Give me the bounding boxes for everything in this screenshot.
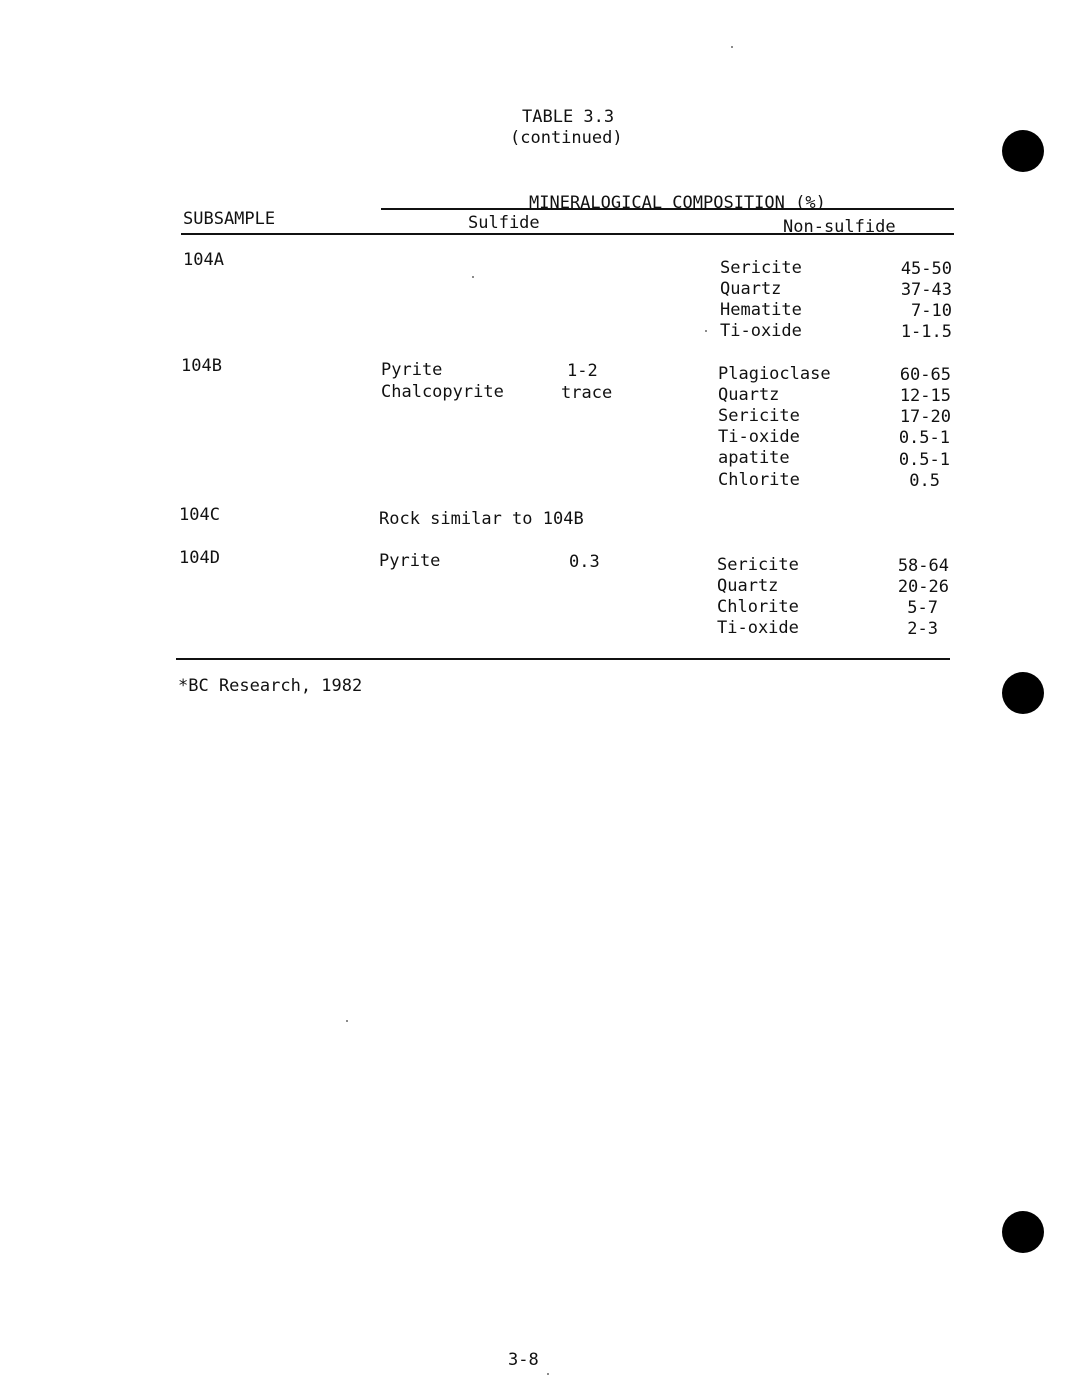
row-104d-mineral: Ti-oxide (717, 618, 799, 638)
row-104d-subsample: 104D (179, 548, 220, 568)
header-bottom-rule (181, 233, 954, 235)
row-104b-value: 0.5-1 (898, 428, 950, 448)
row-104d-mineral: Quartz (717, 576, 779, 596)
row-104b-sulfide-value: 1-2 (567, 361, 598, 381)
table-bottom-rule (176, 658, 950, 660)
scan-speck (472, 276, 474, 278)
row-104a-subsample: 104A (183, 250, 224, 270)
row-104d-sulfide-mineral: Pyrite (379, 551, 441, 571)
scan-speck (731, 46, 733, 48)
header-nonsulfide: Non-sulfide (783, 217, 896, 237)
header-subsample: SUBSAMPLE (183, 209, 276, 229)
binder-hole-middle (1002, 672, 1044, 714)
row-104a-value: 37-43 (900, 280, 952, 300)
page-number: 3-8 (508, 1350, 539, 1370)
header-group-rule (381, 208, 954, 210)
scan-speck (346, 1020, 348, 1022)
row-104d-value: 20-26 (897, 577, 949, 597)
table-subtitle: (continued) (510, 128, 623, 148)
row-104b-sulfide-mineral: Pyrite (381, 360, 443, 380)
row-104b-mineral: apatite (718, 448, 790, 468)
table-title: TABLE 3.3 (522, 107, 615, 127)
header-sulfide: Sulfide (468, 213, 540, 233)
row-104a-mineral: Ti-oxide (720, 321, 802, 341)
row-104a-value: 45-50 (900, 259, 952, 279)
row-104a-value: 1-1.5 (900, 322, 952, 342)
binder-hole-bottom (1002, 1211, 1044, 1253)
row-104b-mineral: Plagioclase (718, 364, 831, 384)
scan-speck (547, 1373, 549, 1375)
row-104c-note: Rock similar to 104B (379, 509, 584, 529)
row-104a-mineral: Sericite (720, 258, 802, 278)
footnote: *BC Research, 1982 (178, 676, 363, 696)
row-104d-mineral: Sericite (717, 555, 799, 575)
row-104b-value: 60-65 (899, 365, 951, 385)
row-104b-value: 12-15 (899, 386, 951, 406)
row-104b-value: 0.5-1 (898, 450, 950, 470)
row-104d-value: 5-7 (907, 598, 938, 618)
row-104b-mineral: Ti-oxide (718, 427, 800, 447)
header-group-label: MINERALOGICAL COMPOSITION (%) (529, 193, 826, 213)
row-104a-mineral: Quartz (720, 279, 782, 299)
binder-hole-top (1002, 130, 1044, 172)
row-104a-value: 7-10 (911, 301, 952, 321)
row-104b-value: 17-20 (899, 407, 951, 427)
row-104b-subsample: 104B (181, 356, 222, 376)
row-104d-value: 2-3 (907, 619, 938, 639)
row-104d-value: 58-64 (897, 556, 949, 576)
row-104a-mineral: Hematite (720, 300, 802, 320)
row-104b-mineral: Chlorite (718, 470, 800, 490)
row-104d-sulfide-value: 0.3 (569, 552, 600, 572)
row-104b-mineral: Quartz (718, 385, 780, 405)
row-104b-sulfide-mineral: Chalcopyrite (381, 382, 504, 402)
row-104b-value: 0.5 (909, 471, 940, 491)
row-104b-sulfide-value: trace (561, 383, 613, 403)
row-104c-subsample: 104C (179, 505, 220, 525)
scan-speck (705, 330, 707, 332)
row-104b-mineral: Sericite (718, 406, 800, 426)
row-104d-mineral: Chlorite (717, 597, 799, 617)
